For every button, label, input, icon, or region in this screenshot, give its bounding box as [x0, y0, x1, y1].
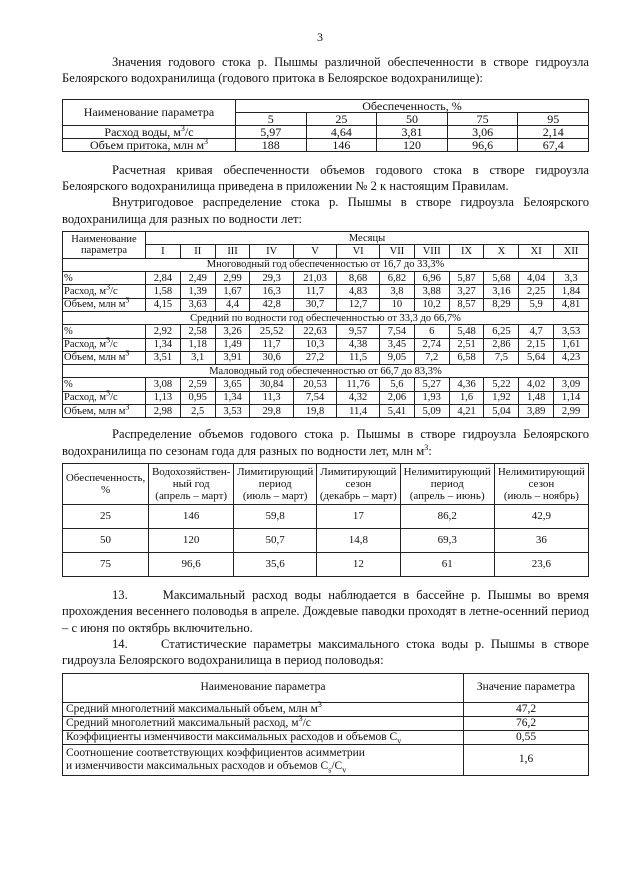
table-cell: 11,4: [337, 405, 380, 418]
table-cell: 10,2: [414, 298, 449, 311]
season-header-line: сезон: [345, 478, 372, 491]
table-cell: 11,5: [337, 351, 380, 364]
season-header-line: сезон: [528, 478, 555, 491]
param-name: [63, 282, 146, 298]
table-cell: 7,2: [414, 351, 449, 364]
table-row: [63, 378, 589, 391]
seasons-text: Распределение объемов годового стока р. Пышмы в створе гидроузла Белоярского водохранилища по сезонам года для разных по водности лет, млн м: [62, 427, 589, 458]
param-name: [63, 295, 146, 311]
table-cell: 35,6: [234, 553, 317, 577]
unit-tail: /с: [110, 339, 118, 351]
param-name: [63, 348, 146, 364]
monthly-distribution-table: [62, 231, 589, 418]
month-header: VIII: [414, 245, 449, 258]
table-row: [63, 744, 589, 775]
season-header: [494, 464, 588, 505]
table-cell: 42,8: [250, 298, 293, 311]
table-cell: 25: [63, 505, 149, 529]
season-header-line: ный год: [172, 478, 210, 491]
season-header-line: (июль – ноябрь): [503, 490, 579, 503]
table-cell: 3,81: [377, 125, 448, 138]
table-row: [63, 730, 589, 744]
table-cell: 1,34: [215, 391, 250, 404]
month-header: IX: [449, 245, 484, 258]
page-content: [62, 54, 589, 776]
table-cell: 20,53: [293, 378, 336, 391]
table-row: [63, 702, 589, 716]
seasonal-distribution-table: [62, 463, 589, 577]
table-cell: 2,5: [180, 405, 215, 418]
table-cell: 5,9: [519, 298, 554, 311]
page-number: 3: [317, 30, 323, 44]
table-cell: 5,6: [380, 378, 415, 391]
probability-header: 75: [447, 112, 518, 125]
table-cell: 75: [63, 553, 149, 577]
table-cell: 2,49: [180, 272, 215, 285]
season-header: [400, 464, 494, 505]
table-cell: 120: [377, 138, 448, 151]
table-cell: 59,8: [234, 505, 317, 529]
param-name-text: %: [64, 379, 73, 391]
table-cell: 11,7: [293, 285, 336, 298]
table-cell: 3,45: [380, 338, 415, 351]
param-name: [63, 125, 236, 138]
season-header-line: Нелимитирующий: [497, 466, 585, 479]
table-cell: 30,84: [250, 378, 293, 391]
month-header: I: [146, 245, 181, 258]
paragraph-distribution: Внутригодовое распределение стока р. Пышмы в створе гидроузла Белоярского водохранилища для разных по водности лет:: [62, 195, 589, 226]
table-cell: 3,53: [215, 405, 250, 418]
table-row: [63, 298, 589, 311]
table-cell: 29,3: [250, 272, 293, 285]
table-cell: 2,84: [146, 272, 181, 285]
table-cell: 4,64: [306, 125, 377, 138]
value-header: Значение параметра: [464, 673, 589, 702]
table-cell: 3,09: [554, 378, 589, 391]
probability-header: 25: [306, 112, 377, 125]
table-row: [63, 391, 589, 404]
table-cell: 2,25: [519, 285, 554, 298]
unit-tail: /с: [184, 124, 194, 139]
table-cell: 4,15: [146, 298, 181, 311]
param-name-text: Расход, м: [64, 339, 107, 351]
table-cell: 4,02: [519, 378, 554, 391]
table-cell: 11,3: [250, 391, 293, 404]
table-cell: 2,98: [146, 405, 181, 418]
unit-sub: v: [397, 736, 402, 746]
table-cell: 23,6: [494, 553, 588, 577]
unit-sup: 3: [125, 348, 130, 358]
param-name-text: Расход воды, м: [104, 124, 181, 139]
paragraph-13: [62, 587, 589, 636]
table-cell: 10,3: [293, 338, 336, 351]
season-header-line: (апрель – июнь): [409, 490, 485, 503]
param-name: [63, 335, 146, 351]
table-cell: 3,89: [519, 405, 554, 418]
table-cell: 5,64: [519, 351, 554, 364]
year-group-row: [63, 311, 589, 324]
table-cell: 36: [494, 529, 588, 553]
unit-tail: /с: [302, 716, 311, 729]
unit-sup: 3: [204, 136, 209, 146]
table-cell: 120: [149, 529, 234, 553]
probability-header: 95: [518, 112, 589, 125]
table-cell: 2,15: [519, 338, 554, 351]
table-row: [63, 529, 589, 553]
table-cell: 3,91: [215, 351, 250, 364]
table-cell: 4,4: [215, 298, 250, 311]
table-cell: 50: [63, 529, 149, 553]
table-cell: 1,49: [215, 338, 250, 351]
table-cell: 2,86: [484, 338, 519, 351]
table-cell: 14,8: [317, 529, 401, 553]
table-cell: 4,32: [337, 391, 380, 404]
table-cell: 4,38: [337, 338, 380, 351]
table-cell: 17: [317, 505, 401, 529]
sub-v: v: [342, 765, 347, 775]
unit-sup: 3: [106, 282, 111, 292]
table-cell: 2,14: [518, 125, 589, 138]
table-row: [63, 338, 589, 351]
table-cell: 1,39: [180, 285, 215, 298]
table-cell: 5,41: [380, 405, 415, 418]
year-group-title: Средний по водности год обеспеченностью от 33,3 до 66,7%: [63, 311, 589, 324]
table-cell: 9,05: [380, 351, 415, 364]
table-cell: 50,7: [234, 529, 317, 553]
probability-header: 5: [236, 112, 307, 125]
table-cell: 7,5: [484, 351, 519, 364]
table-cell: 7,54: [380, 325, 415, 338]
table-cell: 11,76: [337, 378, 380, 391]
table-cell: 5,04: [484, 405, 519, 418]
season-header: [234, 464, 317, 505]
season-header-line: период: [258, 478, 292, 491]
table-cell: 3,3: [554, 272, 589, 285]
table-row: [63, 553, 589, 577]
table-cell: 16,3: [250, 285, 293, 298]
unit-tail: /с: [110, 392, 118, 404]
table-cell: 1,13: [146, 391, 181, 404]
param-name-text: %: [64, 272, 73, 284]
month-header: VI: [337, 245, 380, 258]
table-cell: 3,8: [380, 285, 415, 298]
table-cell: 3,1: [180, 351, 215, 364]
year-group-title: Многоводный год обеспеченностью от 16,7 до 33,3%: [63, 258, 589, 271]
table-cell: 1,92: [484, 391, 519, 404]
table-cell: 6,82: [380, 272, 415, 285]
table-cell: 2,74: [414, 338, 449, 351]
month-header: XI: [519, 245, 554, 258]
table-cell: 9,57: [337, 325, 380, 338]
table-cell: 42,9: [494, 505, 588, 529]
table-cell: 2,59: [180, 378, 215, 391]
annual-runoff-body: [63, 125, 589, 151]
unit-sup: 3: [125, 402, 130, 412]
table-cell: 30,6: [250, 351, 293, 364]
table-cell: 69,3: [400, 529, 494, 553]
table-cell: 22,63: [293, 325, 336, 338]
probability-header: 50: [377, 112, 448, 125]
season-header-line: (июль – март): [242, 490, 308, 503]
table-row: [63, 405, 589, 418]
unit-sup: 3: [125, 295, 130, 305]
unit-sup: 3: [298, 714, 303, 723]
table-cell: 1,61: [554, 338, 589, 351]
unit-sup: 3: [106, 335, 111, 345]
month-header: VII: [380, 245, 415, 258]
month-header: II: [180, 245, 215, 258]
month-header: XII: [554, 245, 589, 258]
month-header: IV: [250, 245, 293, 258]
table-cell: 8,68: [337, 272, 380, 285]
table-cell: 96,6: [447, 138, 518, 151]
month-header: X: [484, 245, 519, 258]
table-row: [63, 272, 589, 285]
param-name: [63, 402, 146, 418]
probability-group-header: Обеспеченность, %: [236, 99, 589, 112]
seasonal-header-row: [63, 464, 589, 505]
param-name: [63, 716, 464, 730]
table-cell: 5,87: [449, 272, 484, 285]
table-cell: 5,48: [449, 325, 484, 338]
param-name-text: %: [64, 325, 73, 337]
season-header-line: Водохозяйствен-: [151, 466, 231, 479]
param-name: [63, 272, 146, 285]
season-header-line: Нелимитирующий: [403, 466, 491, 479]
param-name: [63, 730, 464, 744]
table-row: [63, 125, 589, 138]
season-header-line: Обеспеченность,: [65, 472, 146, 485]
season-header-line: (декабрь – март): [319, 490, 397, 503]
table-cell: 96,6: [149, 553, 234, 577]
table-cell: 3,08: [146, 378, 181, 391]
param-name-text: Средний многолетний максимальный расход, м: [66, 716, 299, 729]
table-cell: 146: [149, 505, 234, 529]
table-cell: 4,23: [554, 351, 589, 364]
table-row: [63, 716, 589, 730]
table-cell: 2,92: [146, 325, 181, 338]
seasons-unit-sup: 3: [424, 442, 429, 452]
season-header-line: %: [100, 484, 111, 497]
table-cell: 8,29: [484, 298, 519, 311]
unit-sup: 3: [106, 388, 111, 398]
table-cell: 6,96: [414, 272, 449, 285]
table-cell: 4,7: [519, 325, 554, 338]
season-header-line: (апрель – март): [155, 490, 228, 503]
param-name-text: Объем притока, млн м: [89, 137, 205, 152]
unit-sup: 3: [317, 700, 322, 709]
param-name-text: Объем, млн м: [64, 299, 126, 311]
param-name-line1: Соотношение соответствующих коэффициентов асимметрии: [66, 746, 365, 759]
param-value: 76,2: [464, 716, 589, 730]
param-value: 1,6: [464, 744, 589, 775]
table-cell: 0,95: [180, 391, 215, 404]
table-cell: 2,58: [180, 325, 215, 338]
table-cell: 67,4: [518, 138, 589, 151]
month-header: V: [293, 245, 336, 258]
max-runoff-stats-body: [63, 702, 589, 744]
table-cell: 12,7: [337, 298, 380, 311]
table-cell: 1,6: [449, 391, 484, 404]
paragraph-curve: Расчетная кривая обеспеченности объемов годового стока в створе гидроузла Белоярского водохранилища приведена в приложении № 2 к настоящим Правилам.: [62, 162, 589, 194]
param-name: [63, 138, 236, 151]
paragraph-13-number: 13.: [112, 588, 128, 603]
months-header: Месяцы: [146, 232, 589, 245]
table-cell: 146: [306, 138, 377, 151]
paragraph-seasons: [62, 426, 589, 459]
table-cell: 27,2: [293, 351, 336, 364]
param-name: [63, 744, 464, 775]
seasons-tail: :: [428, 443, 432, 458]
table-cell: 21,03: [293, 272, 336, 285]
intro-paragraph: Значения годового стока р. Пышмы различной обеспеченности в створе гидроузла Белоярского водохранилища (годового притока в Белоярское водохранилище):: [62, 55, 589, 86]
param-name-text: Объем, млн м: [64, 352, 126, 364]
table-cell: 7,54: [293, 391, 336, 404]
table-row: [63, 285, 589, 298]
season-header-line: Лимитирующий: [320, 466, 397, 479]
table-cell: 4,04: [519, 272, 554, 285]
table-cell: 3,27: [449, 285, 484, 298]
season-header: [63, 464, 149, 505]
table-cell: 3,26: [215, 325, 250, 338]
table-cell: 5,22: [484, 378, 519, 391]
table-cell: 4,83: [337, 285, 380, 298]
table-cell: 5,97: [236, 125, 307, 138]
paragraph-13-text: Максимальный расход воды наблюдается в бассейне р. Пышмы во время прохождения весеннего половодья в апреле. Дождевые паводки проходят в летне-осенний период – с июня по октябрь включительно.: [62, 588, 589, 635]
table-cell: 5,68: [484, 272, 519, 285]
table-cell: 1,34: [146, 338, 181, 351]
seasonal-distribution-body: [63, 505, 589, 577]
table-cell: 10: [380, 298, 415, 311]
season-header-line: период: [430, 478, 464, 491]
table-cell: 12: [317, 553, 401, 577]
table-cell: 2,99: [215, 272, 250, 285]
year-group-title: Маловодный год обеспеченностью от 66,7 до 83,3%: [63, 365, 589, 378]
table-cell: 6,58: [449, 351, 484, 364]
param-name-text: Расход, м: [64, 392, 107, 404]
table-cell: 1,93: [414, 391, 449, 404]
table-cell: 4,21: [449, 405, 484, 418]
year-group-row: [63, 365, 589, 378]
table-cell: 29,8: [250, 405, 293, 418]
param-name-text: Объем, млн м: [64, 405, 126, 417]
table-cell: 8,57: [449, 298, 484, 311]
table-cell: 4,36: [449, 378, 484, 391]
table-cell: 5,09: [414, 405, 449, 418]
param-name-text: Коэффициенты изменчивости максимальных расходов и объемов C: [66, 730, 398, 743]
sub-s: s: [328, 765, 332, 775]
table-cell: 6: [414, 325, 449, 338]
param-name-text: Расход, м: [64, 285, 107, 297]
param-value: 47,2: [464, 702, 589, 716]
table-cell: 25,52: [250, 325, 293, 338]
table-cell: 1,58: [146, 285, 181, 298]
year-group-row: [63, 258, 589, 271]
param-header: Наименование параметра: [63, 99, 236, 125]
table-cell: 61: [400, 553, 494, 577]
unit-sup: 3: [180, 123, 185, 133]
table-cell: 86,2: [400, 505, 494, 529]
table-cell: 2,51: [449, 338, 484, 351]
table-row: [63, 325, 589, 338]
table-cell: 1,14: [554, 391, 589, 404]
table-cell: 3,16: [484, 285, 519, 298]
param-value: 0,55: [464, 730, 589, 744]
table-cell: 1,67: [215, 285, 250, 298]
table-cell: 1,48: [519, 391, 554, 404]
season-header-line: Лимитирующий: [237, 466, 314, 479]
table-row: [63, 138, 589, 151]
month-header: III: [215, 245, 250, 258]
table-cell: 6,25: [484, 325, 519, 338]
table-cell: 11,7: [250, 338, 293, 351]
unit-tail: /с: [110, 285, 118, 297]
ratio-slash: /C: [331, 759, 343, 772]
table-cell: 3,06: [447, 125, 518, 138]
monthly-distribution-body: [63, 258, 589, 418]
table-cell: 2,06: [380, 391, 415, 404]
table-cell: 3,65: [215, 378, 250, 391]
table-row: [63, 351, 589, 364]
table-cell: 2,99: [554, 405, 589, 418]
table-cell: 5,27: [414, 378, 449, 391]
param-name: [63, 388, 146, 404]
table-cell: 1,18: [180, 338, 215, 351]
table-cell: 3,88: [414, 285, 449, 298]
table-cell: 19,8: [293, 405, 336, 418]
param-name-text: Средний многолетний максимальный объем, млн м: [66, 702, 318, 715]
param-name: [63, 702, 464, 716]
param-name: [63, 325, 146, 338]
table-cell: 3,51: [146, 351, 181, 364]
param-header: Наименование параметра: [63, 232, 146, 259]
max-runoff-stats-table: [62, 673, 589, 776]
table-cell: 3,63: [180, 298, 215, 311]
param-header: Наименование параметра: [63, 673, 464, 702]
param-name: [63, 378, 146, 391]
table-cell: 188: [236, 138, 307, 151]
table-cell: 3,53: [554, 325, 589, 338]
param-name-line2: и изменчивости максимальных расходов и объемов C: [66, 759, 329, 772]
paragraph-14-text: Статистические параметры максимального стока воды р. Пышмы в створе гидроузла Белоярского водохранилища в период половодья:: [62, 637, 589, 668]
table-row: [63, 505, 589, 529]
table-cell: 30,7: [293, 298, 336, 311]
season-header: [317, 464, 401, 505]
paragraph-14-number: 14.: [112, 637, 128, 652]
table-cell: 1,84: [554, 285, 589, 298]
paragraph-14: [62, 636, 589, 669]
annual-runoff-table: [62, 99, 589, 152]
season-header: [149, 464, 234, 505]
table-cell: 4,81: [554, 298, 589, 311]
